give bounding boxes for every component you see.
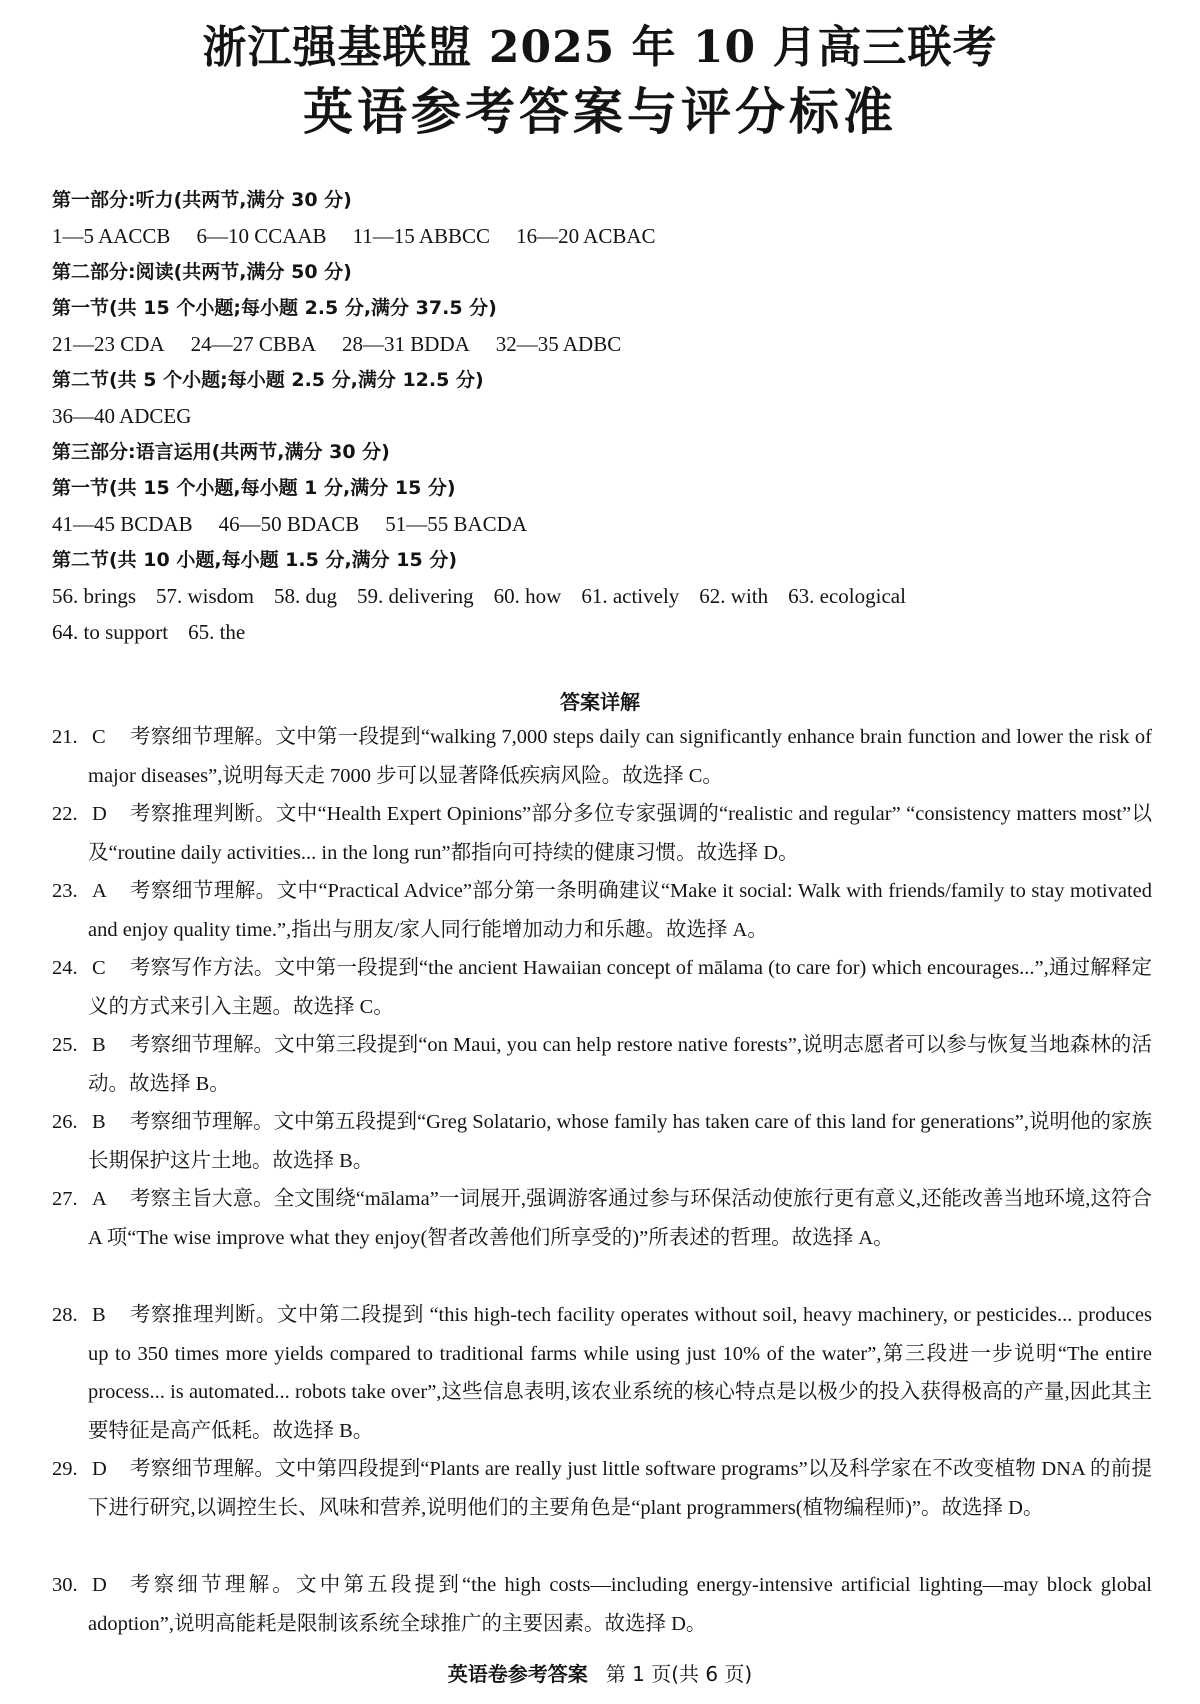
- detail-number: 28.: [52, 1304, 78, 1326]
- detail-text: 考察细节理解。文中第五段提到“Greg Solatario, whose family has taken care of this land for generations”,说明他的家族长期保护这片土地。故选择 B。: [88, 1111, 1152, 1172]
- detail-number: 26.: [52, 1111, 78, 1133]
- detail-number: 23.: [52, 880, 78, 902]
- answer-group: 11—15 ABBCC: [352, 224, 491, 248]
- detail-item: [52, 872, 1152, 949]
- detail-text: 考察细节理解。文中第一段提到“walking 7,000 steps daily can significantly enhance brain function and lower the risk of major diseases”,说明每天走 7000 步可以显著降低疾病风险。故选择 C。: [88, 726, 1152, 787]
- fill-answer: 63. ecological: [788, 584, 906, 608]
- section-heading-part2-sec2: 第二节(共 5 个小题;每小题 2.5 分,满分 12.5 分): [52, 369, 484, 391]
- answer-line-part3-sec2-2: [52, 618, 1152, 646]
- detail-item: [52, 1103, 1152, 1180]
- answer-group: 32—35 ADBC: [495, 332, 622, 356]
- section-heading-part2: 第二部分:阅读(共两节,满分 50 分): [52, 261, 352, 283]
- detail-text: 考察写作方法。文中第一段提到“the ancient Hawaiian concept of mālama (to care for) which encourages...”,通过解释定义的方式来引入主题。故选择 C。: [88, 957, 1152, 1018]
- detail-number: 24.: [52, 957, 78, 979]
- detail-answer: A: [92, 880, 107, 902]
- fill-answer: 65. the: [188, 620, 246, 644]
- detail-text: 考察细节理解。文中第四段提到“Plants are really just little software programs”以及科学家在不改变植物 DNA 的前提下进行研究,以调控生长、风味和营养,说明他们的主要角色是“plant programmers(植物编程师)”。故选择 D。: [88, 1458, 1152, 1519]
- section-heading-part3-sec1: 第一节(共 15 个小题,每小题 1 分,满分 15 分): [52, 477, 456, 499]
- answer-line-part3-sec2-1: [52, 582, 1152, 610]
- answer-group: 41—45 BCDAB: [52, 512, 193, 536]
- answer-line-part3-sec1: [52, 510, 1152, 538]
- answer-line-part1: [52, 222, 1152, 250]
- section-heading-part2-sec1: 第一节(共 15 个小题;每小题 2.5 分,满分 37.5 分): [52, 297, 497, 319]
- detail-number: 30.: [52, 1574, 78, 1596]
- answer-group: 1—5 AACCB: [52, 224, 171, 248]
- fill-answer: 58. dug: [274, 584, 338, 608]
- page-subtitle: 英语参考答案与评分标准: [303, 82, 897, 141]
- page-number: 第 1 页(共 6 页): [605, 1662, 753, 1686]
- answer-group: 46—50 BDACB: [218, 512, 360, 536]
- detail-answer: B: [92, 1304, 106, 1326]
- detail-answer: C: [92, 957, 106, 979]
- detail-answer: B: [92, 1034, 106, 1056]
- detail-answer: D: [92, 803, 107, 825]
- detail-text: 考察细节理解。文中第五段提到“the high costs—including energy-intensive artificial lighting—may block global adoption”,说明高能耗是限制该系统全球推广的主要因素。故选择 D。: [88, 1574, 1152, 1635]
- page-footer: [0, 1658, 1200, 1687]
- answer-group: 16—20 ACBAC: [516, 224, 656, 248]
- detail-text: 考察细节理解。文中第三段提到“on Maui, you can help restore native forests”,说明志愿者可以参与恢复当地森林的活动。故选择 B。: [88, 1034, 1152, 1095]
- section-heading-part3: 第三部分:语言运用(共两节,满分 30 分): [52, 441, 390, 463]
- detail-item: [52, 1026, 1152, 1103]
- detail-text: 考察主旨大意。全文围绕“mālama”一词展开,强调游客通过参与环保活动使旅行更有意义,还能改善当地环境,这符合 A 项“The wise improve what they enjoy(智者改善他们所享受的)”所表述的哲理。故选择 A。: [88, 1188, 1152, 1249]
- footer-label: 英语卷参考答案: [447, 1662, 588, 1686]
- detail-text: 考察细节理解。文中“Practical Advice”部分第一条明确建议“Make it social: Walk with friends/family to stay motivated and enjoy quality time.”,指出与朋友/家人同行能增加动力和乐趣。故选择 A。: [88, 880, 1152, 941]
- detail-item: [52, 1566, 1152, 1643]
- detail-number: 22.: [52, 803, 78, 825]
- answer-line-part2-sec2: [52, 402, 1152, 430]
- answer-group: 24—27 CBBA: [190, 332, 317, 356]
- answer-group: 36—40 ADCEG: [52, 404, 192, 428]
- detail-answer: D: [92, 1458, 107, 1480]
- detail-item: [52, 949, 1152, 1026]
- detail-item: [52, 795, 1152, 872]
- detail-text: 考察推理判断。文中“Health Expert Opinions”部分多位专家强调的“realistic and regular” “consistency matters most”以及“routine daily activities... in the long run”都指向可持续的健康习惯。故选择 D。: [88, 803, 1152, 864]
- answer-group: 28—31 BDDA: [342, 332, 470, 356]
- detail-number: 25.: [52, 1034, 78, 1056]
- fill-answer: 61. actively: [581, 584, 680, 608]
- answer-line-part2-sec1: [52, 330, 1152, 358]
- detail-text: 考察推理判断。文中第二段提到 “this high-tech facility operates without soil, heavy machinery, or pesticides... produces up to 350 times more yields compared to traditional farms while using just 10% of the water”,第三段进一步说明“The entire process... is automated... robots take over”,这些信息表明,该农业系统的核心特点是以极少的投入获得极高的产量,因此其主要特征是高产低耗。故选择 B。: [88, 1304, 1152, 1442]
- section-heading-part3-sec2: 第二节(共 10 小题,每小题 1.5 分,满分 15 分): [52, 549, 458, 571]
- detail-number: 21.: [52, 726, 78, 748]
- detail-answer: B: [92, 1111, 106, 1133]
- answer-group: 51—55 BACDA: [385, 512, 527, 536]
- detail-item: [52, 1296, 1152, 1450]
- detail-number: 27.: [52, 1188, 78, 1210]
- fill-answer: 60. how: [493, 584, 562, 608]
- detail-number: 29.: [52, 1458, 78, 1480]
- fill-answer: 62. with: [699, 584, 769, 608]
- fill-answer: 56. brings: [52, 584, 136, 608]
- detail-item: [52, 718, 1152, 795]
- answer-group: 6—10 CCAAB: [196, 224, 327, 248]
- detail-answer: C: [92, 726, 106, 748]
- answer-group: 21—23 CDA: [52, 332, 165, 356]
- fill-answer: 59. delivering: [357, 584, 474, 608]
- details-heading: 答案详解: [560, 690, 640, 714]
- fill-answer: 57. wisdom: [156, 584, 255, 608]
- detail-answer: D: [92, 1574, 107, 1596]
- detail-item: [52, 1450, 1152, 1527]
- detail-answer: A: [92, 1188, 107, 1210]
- page-title: 浙江强基联盟 2025 年 10 月高三联考: [202, 22, 998, 73]
- section-heading-part1: 第一部分:听力(共两节,满分 30 分): [52, 189, 352, 211]
- detail-item: [52, 1180, 1152, 1257]
- fill-answer: 64. to support: [52, 620, 169, 644]
